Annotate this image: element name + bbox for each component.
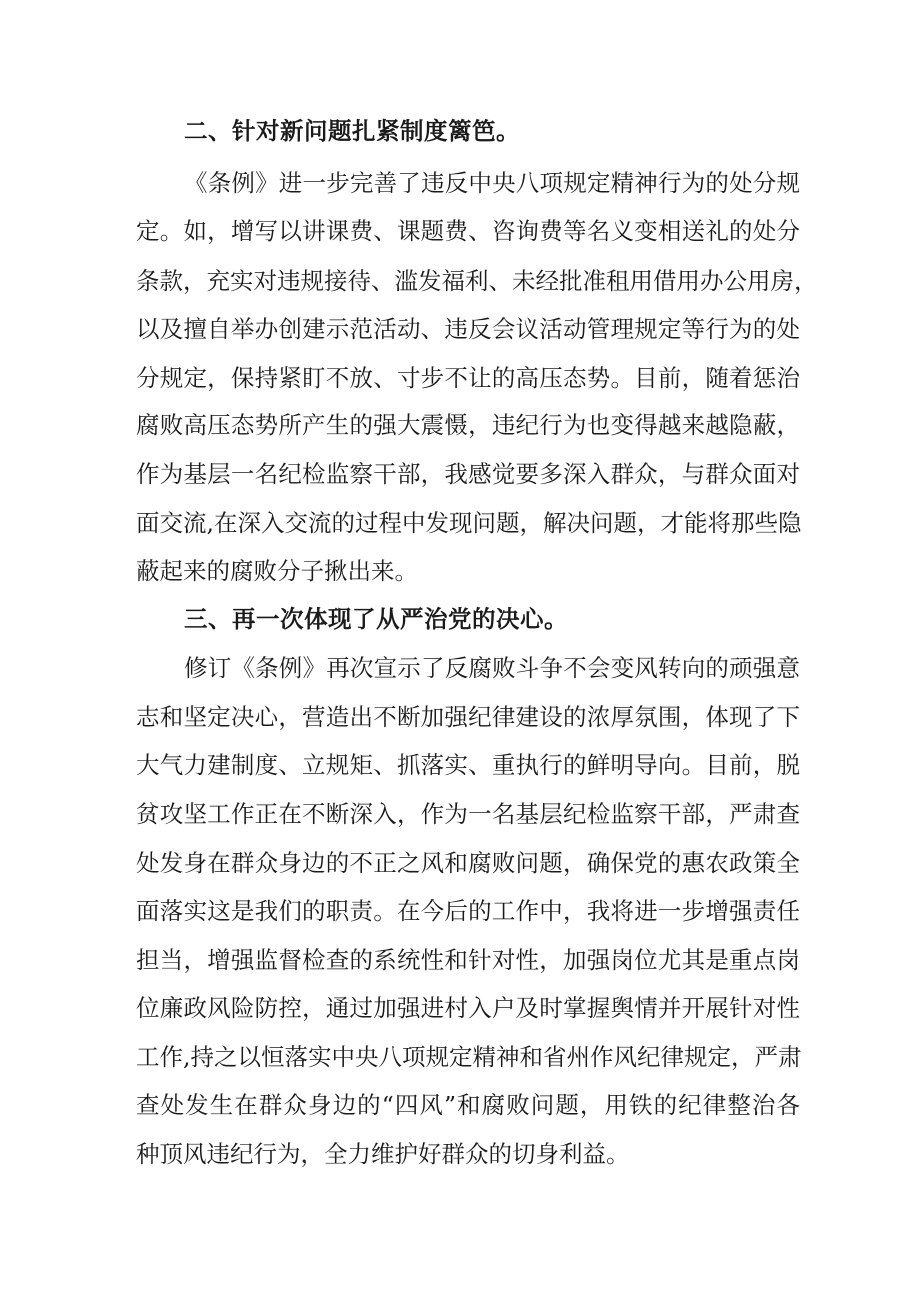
- paragraph-line: 贫攻坚工作正在不断深入，作为一名基层纪检监察干部，严肃查: [136, 800, 800, 828]
- paragraph-line: 修订《条例》再次宣示了反腐败斗争不会变风转向的顽强意: [184, 654, 800, 682]
- section-heading-3: 三、再一次体现了从严治党的决心。: [184, 605, 568, 633]
- paragraph-line: 种顶风违纪行为，全力维护好群众的切身利益。: [136, 1140, 630, 1168]
- paragraph-line: 条款，充实对违规接待、滥发福利、未经批准租用借用办公用房，: [136, 267, 818, 295]
- paragraph-line: 大气力建制度、立规矩、抓落实、重执行的鲜明导向。目前，脱: [136, 751, 800, 779]
- paragraph-line: 面落实这是我们的职责。在今后的工作中，我将进一步增强责任: [136, 897, 800, 925]
- paragraph-line: 定。如，增写以讲课费、课题费、咨询费等名义变相送礼的处分: [136, 217, 800, 245]
- paragraph-line: 工作,持之以恒落实中央八项规定精神和省州作风纪律规定，严肃: [136, 1043, 802, 1071]
- paragraph-line: 《条例》进一步完善了违反中央八项规定精神行为的处分规: [184, 169, 800, 197]
- paragraph-line: 查处发生在群众身边的“四风”和腐败问题，用铁的纪律整治各: [136, 1091, 800, 1119]
- paragraph-line: 蔽起来的腐败分子揪出来。: [136, 557, 418, 585]
- paragraph-line: 分规定，保持紧盯不放、寸步不让的高压态势。目前，随着惩治: [136, 364, 800, 392]
- paragraph-line: 担当，增强监督检查的系统性和针对性，加强岗位尤其是重点岗: [136, 946, 800, 974]
- section-heading-2: 二、针对新问题扎紧制度篱笆。: [184, 117, 520, 145]
- paragraph-line: 处发身在群众身边的不正之风和腐败问题，确保党的惠农政策全: [136, 849, 800, 877]
- paragraph-line: 作为基层一名纪检监察干部，我感觉要多深入群众，与群众面对: [136, 460, 800, 488]
- paragraph-line: 位廉政风险防控，通过加强进村入户及时掌握舆情并开展针对性: [136, 994, 800, 1022]
- paragraph-line: 以及擅自举办创建示范活动、违反会议活动管理规定等行为的处: [136, 315, 800, 343]
- paragraph-line: 腐败高压态势所产生的强大震慑，违纪行为也变得越来越隐蔽，: [136, 411, 800, 439]
- paragraph-line: 志和坚定决心，营造出不断加强纪律建设的浓厚氛围，体现了下: [136, 703, 800, 731]
- paragraph-line: 面交流,在深入交流的过程中发现问题，解决问题，才能将那些隐: [136, 509, 802, 537]
